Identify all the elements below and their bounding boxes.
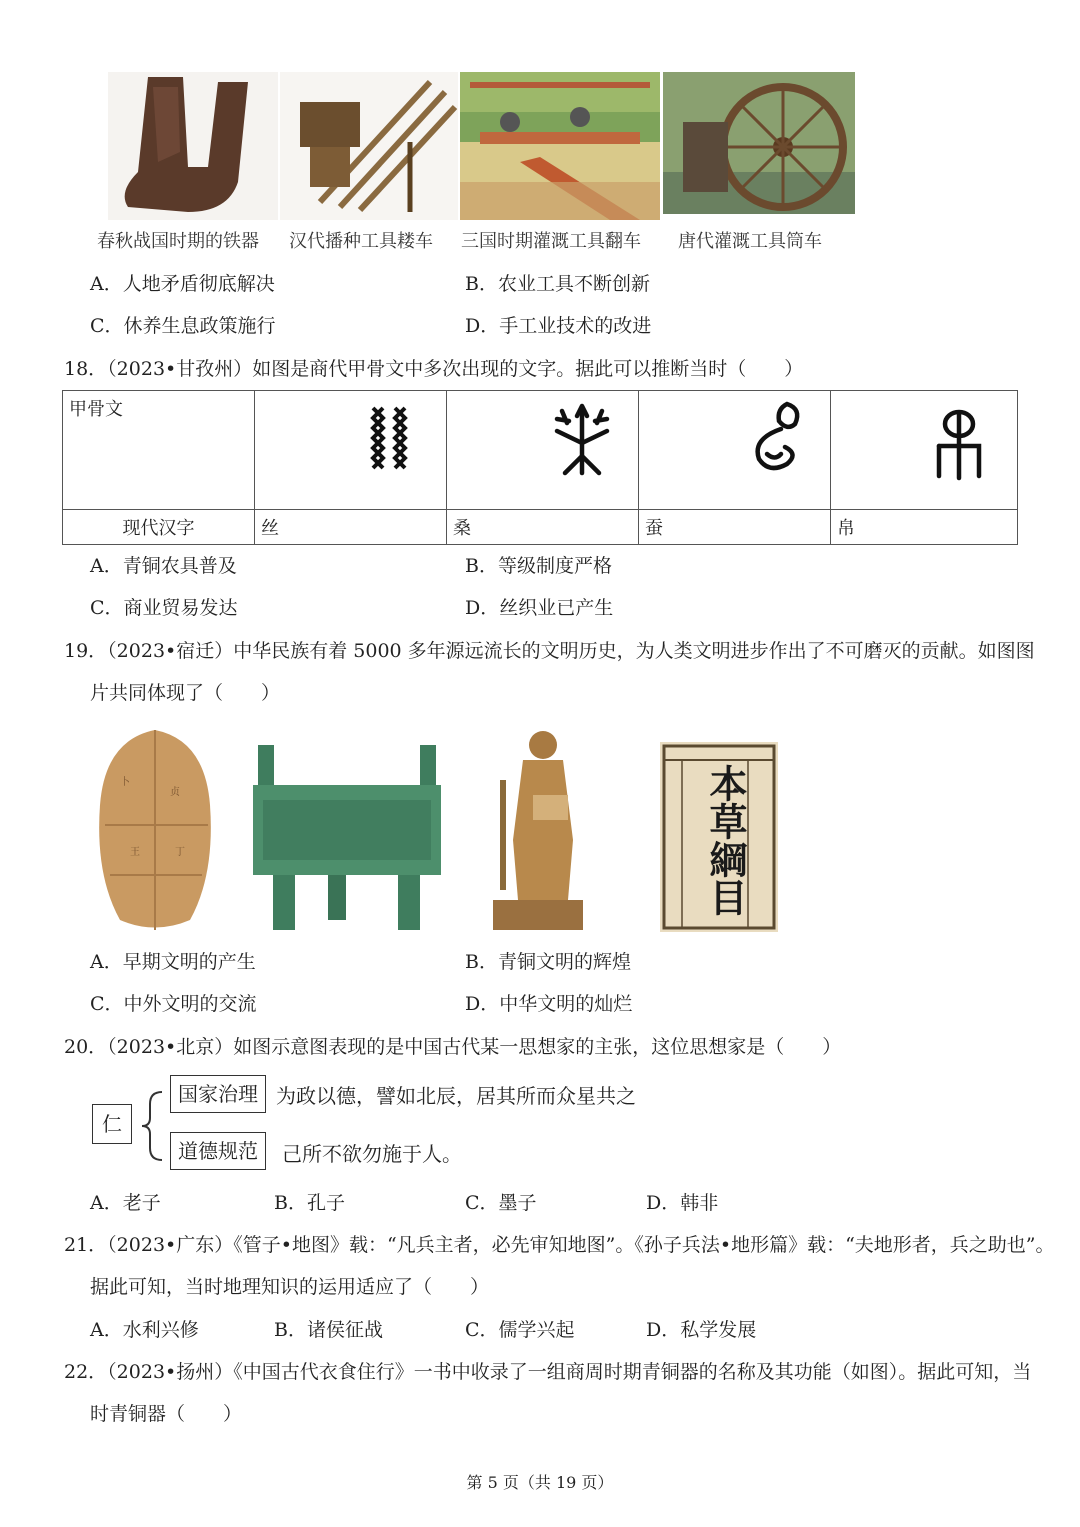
modern-label-cell [63, 510, 255, 545]
q21-option-c[interactable]: C．儒学兴起 [465, 1319, 575, 1341]
governance-box: 国家治理 [170, 1075, 266, 1113]
q21-stem-line2: 据此可知，当时地理知识的运用适应了（ ） [90, 1276, 490, 1298]
brace-icon [138, 1090, 166, 1162]
q20-stem: 20．（2023•北京）如图示意图表现的是中国古代某一思想家的主张，这位思想家是（ ） [64, 1036, 842, 1058]
modern-label: 现代汉字 [122, 518, 195, 539]
seed-drill-image [280, 72, 458, 220]
modern-char-can: 蚕 [639, 510, 831, 545]
modern-char-sang: 桑 [447, 510, 639, 545]
svg-text:丁: 丁 [175, 847, 185, 858]
q17-option-c[interactable]: C．休养生息政策施行 [90, 315, 276, 337]
q21-option-b[interactable]: B．诸侯征战 [274, 1319, 383, 1341]
caption-iron-tool: 春秋战国时期的铁器 [97, 231, 259, 252]
oracle-cell-bo [831, 391, 1018, 510]
q18-option-a[interactable]: A．青铜农具普及 [90, 555, 237, 577]
oracle-cell-sang [447, 391, 639, 510]
svg-text:卜: 卜 [120, 777, 130, 788]
oracle-bone-table [62, 390, 1018, 545]
caption-seed-drill: 汉代播种工具耧车 [289, 231, 433, 252]
bronze-ding-image [248, 740, 446, 935]
q19-option-b[interactable]: B．青铜文明的辉煌 [465, 951, 631, 973]
governance-text: 为政以德，譬如北辰，居其所而众星共之 [276, 1084, 636, 1108]
water-wheel-image [663, 72, 855, 214]
q20-option-a[interactable]: A．老子 [90, 1192, 161, 1214]
q17-option-a[interactable]: A．人地矛盾彻底解决 [90, 273, 275, 295]
modern-char-si: 丝 [255, 510, 447, 545]
q20-option-b[interactable]: B．孔子 [274, 1192, 345, 1214]
q21-stem-line1: 21．（2023•广东）《管子•地图》载：“凡兵主者，必先审知地图”。《孙子兵法•地形篇》载：“夫地形者，兵之助也”。 [64, 1234, 1055, 1256]
oracle-glyph-can [747, 399, 807, 474]
q19-option-d[interactable]: D．中华文明的灿烂 [465, 993, 633, 1015]
bencao-gangmu-book-image [660, 742, 778, 932]
svg-text:贞: 贞 [170, 787, 180, 798]
q17-option-d[interactable]: D．手工业技术的改进 [465, 315, 652, 337]
ren-box: 仁 [92, 1104, 132, 1144]
caption-water-wheel: 唐代灌溉工具筒车 [678, 231, 822, 252]
oracle-cell-can [639, 391, 831, 510]
oracle-glyph-bo [931, 406, 991, 481]
modern-char-bo: 帛 [831, 510, 1018, 545]
bencao-title-text: 本草綱目 [703, 764, 748, 916]
svg-text:王: 王 [130, 847, 140, 858]
q18-stem: 18．（2023•甘孜州）如图是商代甲骨文中多次出现的文字。据此可以推断当时（ ） [64, 358, 804, 380]
oracle-glyph-sang [547, 401, 617, 476]
oracle-cell-si [255, 391, 447, 510]
q21-option-d[interactable]: D．私学发展 [646, 1319, 757, 1341]
oracle-label: 甲骨文 [69, 399, 123, 420]
morality-text: 己所不欲勿施于人。 [282, 1142, 462, 1166]
chain-pump-image [460, 72, 660, 220]
oracle-glyph-si [365, 403, 413, 473]
q20-option-d[interactable]: D．韩非 [646, 1192, 719, 1214]
caption-chain-pump: 三国时期灌溉工具翻车 [461, 231, 641, 252]
q21-option-a[interactable]: A．水利兴修 [90, 1319, 199, 1341]
oracle-label-cell [63, 391, 255, 510]
q18-option-b[interactable]: B．等级制度严格 [465, 555, 612, 577]
q18-option-d[interactable]: D．丝织业已产生 [465, 597, 614, 619]
q20-option-c[interactable]: C．墨子 [465, 1192, 537, 1214]
q19-stem-line1: 19．（2023•宿迁）中华民族有着 5000 多年源远流长的文明历史，为人类文明进步作出了不可磨灭的贡献。如图图 [64, 640, 1035, 662]
q19-option-a[interactable]: A．早期文明的产生 [90, 951, 256, 973]
q19-option-c[interactable]: C．中外文明的交流 [90, 993, 257, 1015]
oracle-bone-shell-image [90, 725, 220, 935]
morality-box: 道德规范 [170, 1132, 266, 1170]
q17-option-b[interactable]: B．农业工具不断创新 [465, 273, 650, 295]
q22-stem-line1: 22．（2023•扬州）《中国古代衣食住行》一书中收录了一组商周时期青铜器的名称及其功能（如图）。据此可知，当 [64, 1361, 1032, 1383]
iron-tool-image [108, 72, 278, 220]
q18-option-c[interactable]: C．商业贸易发达 [90, 597, 238, 619]
q22-stem-line2: 时青铜器（ ） [90, 1403, 243, 1425]
li-shizhen-statue-image [488, 720, 588, 935]
page-footer: 第 5 页（共 19 页） [466, 1473, 614, 1492]
q19-stem-line2: 片共同体现了（ ） [90, 682, 281, 704]
